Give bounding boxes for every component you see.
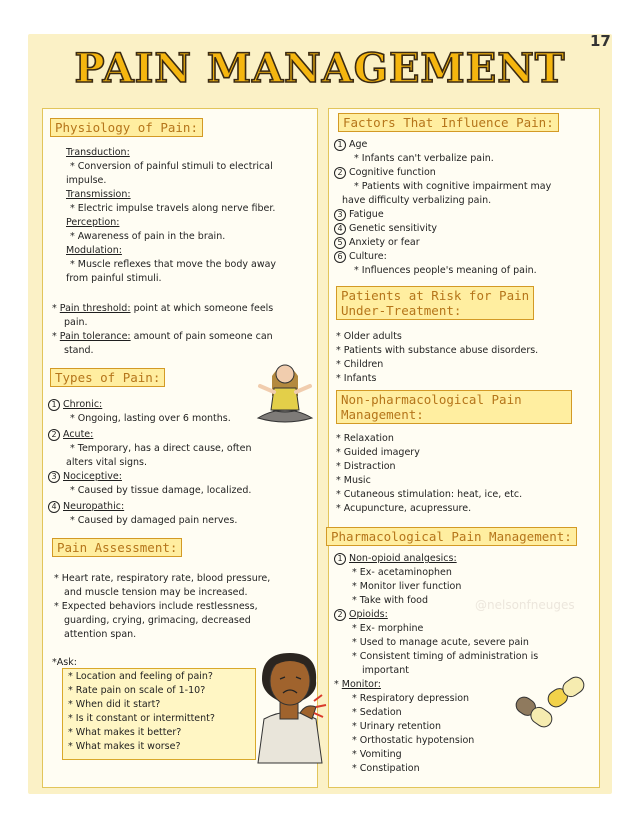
types-heading: Types of Pain: (50, 368, 165, 387)
page-number: 17 (590, 32, 611, 50)
chronic-label: Chronic: (63, 399, 103, 410)
nonpharm-item-3: * Distraction (336, 461, 396, 472)
number-2-badge: 2 (48, 429, 60, 441)
modulation-label: Modulation: (66, 245, 122, 256)
pills-illustration (508, 672, 592, 732)
nonopioid-row (334, 552, 457, 566)
factor-culture-sub: * Influences people's meaning of pain. (354, 265, 537, 276)
neuropathic-row (48, 500, 124, 514)
question-5: * What makes it better? (68, 727, 182, 738)
assessment-line-4: guarding, crying, grimacing, decreased (64, 615, 251, 626)
transmission-text: * Electric impulse travels along nerve fiber. (70, 203, 276, 214)
modulation-text-2: from painful stimuli. (66, 273, 162, 284)
factor-5-badge: 5 (334, 237, 346, 249)
question-2: * Rate pain on scale of 1-10? (68, 685, 206, 696)
threshold-text: point at which someone feels (133, 303, 274, 314)
neuropathic-text: * Caused by damaged pain nerves. (70, 515, 238, 526)
risk-item-2: * Patients with substance abuse disorders. (336, 345, 539, 356)
threshold-text-2: pain. (64, 317, 88, 328)
number-1-badge: 1 (48, 399, 60, 411)
tolerance-text: amount of pain someone can (133, 331, 273, 342)
pharm-heading: Pharmacological Pain Management: (326, 527, 577, 546)
risk-item-3: * Children (336, 359, 384, 370)
risk-heading (336, 286, 534, 320)
factor-cognitive-sub-2: have difficulty verbalizing pain. (342, 195, 492, 206)
factor-genetic-label: Genetic sensitivity (349, 223, 438, 234)
acute-text-1: * Temporary, has a direct cause, often (70, 443, 252, 454)
nociceptive-text: * Caused by tissue damage, localized. (70, 485, 252, 496)
question-6: * What makes it worse? (68, 741, 181, 752)
factor-age-sub: * Infants can't verbalize pain. (354, 153, 494, 164)
nonpharm-item-6: * Acupuncture, acupressure. (336, 503, 472, 514)
assessment-line-3: * Expected behaviors include restlessness, (54, 601, 258, 612)
factor-anxiety-label: Anxiety or fear (349, 237, 420, 248)
monitor-item-4: * Orthostatic hypotension (352, 735, 475, 746)
risk-item-1: * Older adults (336, 331, 402, 342)
tolerance-text-2: stand. (64, 345, 94, 356)
factor-cognitive-label: Cognitive function (349, 167, 436, 178)
question-1: * Location and feeling of pain? (68, 671, 213, 682)
threshold-label: Pain threshold: (59, 303, 131, 314)
nonpharm-heading-line-2: Management: (341, 407, 424, 422)
assessment-line-5: attention span. (64, 629, 137, 640)
pharm-1-badge: 1 (334, 553, 346, 565)
nonpharm-item-5: * Cutaneous stimulation: heat, ice, etc. (336, 489, 523, 500)
chronic-row (48, 398, 102, 412)
factor-genetic (334, 222, 437, 236)
transduction-text-2: impulse. (66, 175, 107, 186)
perception-text: * Awareness of pain in the brain. (70, 231, 226, 242)
watermark-text: @nelsonfneuges (475, 598, 575, 612)
person-in-pain-illustration (250, 645, 330, 765)
nonpharm-item-2: * Guided imagery (336, 447, 420, 458)
monitor-label: Monitor: (341, 679, 381, 690)
nonpharm-heading-line-1: Non-pharmacological Pain (341, 392, 522, 407)
neuropathic-label: Neuropathic: (63, 501, 125, 512)
question-3: * When did it start? (68, 699, 161, 710)
opioid-item-2: * Used to manage acute, severe pain (352, 637, 529, 648)
factor-cognitive-sub-1: * Patients with cognitive impairment may (354, 181, 552, 192)
opioids-row (334, 608, 388, 622)
number-4-badge: 4 (48, 501, 60, 513)
opioids-label: Opioids: (349, 609, 388, 620)
monitor-item-1: * Respiratory depression (352, 693, 470, 704)
nonopioid-label: Non-opioid analgesics: (349, 553, 457, 564)
factor-fatigue-label: Fatigue (349, 209, 384, 220)
factor-fatigue (334, 208, 384, 222)
factor-6-badge: 6 (334, 251, 346, 263)
assessment-heading: Pain Assessment: (52, 538, 182, 557)
factor-age (334, 138, 367, 152)
number-3-badge: 3 (48, 471, 60, 483)
ask-label: *Ask: (52, 657, 77, 668)
tolerance-label: Pain tolerance: (59, 331, 131, 342)
transduction-label: Transduction: (66, 147, 130, 158)
factor-culture-label: Culture: (349, 251, 387, 262)
factor-1-badge: 1 (334, 139, 346, 151)
tolerance-row: * Pain tolerance: amount of pain someone can (52, 331, 273, 342)
opioid-item-3-cont: important (362, 665, 409, 676)
risk-heading-line-2: Under-Treatment: (341, 303, 462, 318)
nociceptive-label: Nociceptive: (63, 471, 122, 482)
threshold-row: * Pain threshold: point at which someone feels (52, 303, 274, 314)
nonopioid-item-2: * Monitor liver function (352, 581, 462, 592)
transmission-label: Transmission: (66, 189, 131, 200)
nociceptive-row (48, 470, 122, 484)
nonopioid-item-1: * Ex- acetaminophen (352, 567, 452, 578)
monitor-item-5: * Vomiting (352, 749, 402, 760)
factor-4-badge: 4 (334, 223, 346, 235)
factor-2-badge: 2 (334, 167, 346, 179)
assessment-line-1: * Heart rate, respiratory rate, blood pressure, (54, 573, 271, 584)
modulation-text-1: * Muscle reflexes that move the body away (70, 259, 277, 270)
risk-heading-line-1: Patients at Risk for Pain (341, 288, 530, 303)
factor-3-badge: 3 (334, 209, 346, 221)
nonpharm-item-1: * Relaxation (336, 433, 394, 444)
nonopioid-item-3: * Take with food (352, 595, 429, 606)
monitor-item-3: * Urinary retention (352, 721, 441, 732)
assessment-line-2: and muscle tension may be increased. (64, 587, 248, 598)
nonpharm-item-4: * Music (336, 475, 371, 486)
factors-heading: Factors That Influence Pain: (338, 113, 559, 132)
monitor-row: * Monitor: (334, 679, 381, 690)
factor-culture (334, 250, 387, 264)
pharm-2-badge: 2 (334, 609, 346, 621)
opioid-item-1: * Ex- morphine (352, 623, 424, 634)
factor-age-label: Age (349, 139, 368, 150)
physiology-heading: Physiology of Pain: (50, 118, 203, 137)
meditation-illustration (252, 352, 318, 428)
monitor-item-6: * Constipation (352, 763, 420, 774)
perception-label: Perception: (66, 217, 120, 228)
acute-label: Acute: (63, 429, 94, 440)
factor-cognitive (334, 166, 436, 180)
opioid-item-3: * Consistent timing of administration is (352, 651, 539, 662)
question-4: * Is it constant or intermittent? (68, 713, 215, 724)
chronic-text: * Ongoing, lasting over 6 months. (70, 413, 231, 424)
page-title: PAIN MANAGEMENT (74, 45, 566, 92)
transduction-text-1: * Conversion of painful stimuli to electrical (70, 161, 273, 172)
factor-anxiety (334, 236, 420, 250)
risk-item-4: * Infants (336, 373, 377, 384)
monitor-item-2: * Sedation (352, 707, 402, 718)
acute-text-2: alters vital signs. (66, 457, 147, 468)
nonpharm-heading (336, 390, 572, 424)
acute-row (48, 428, 93, 442)
